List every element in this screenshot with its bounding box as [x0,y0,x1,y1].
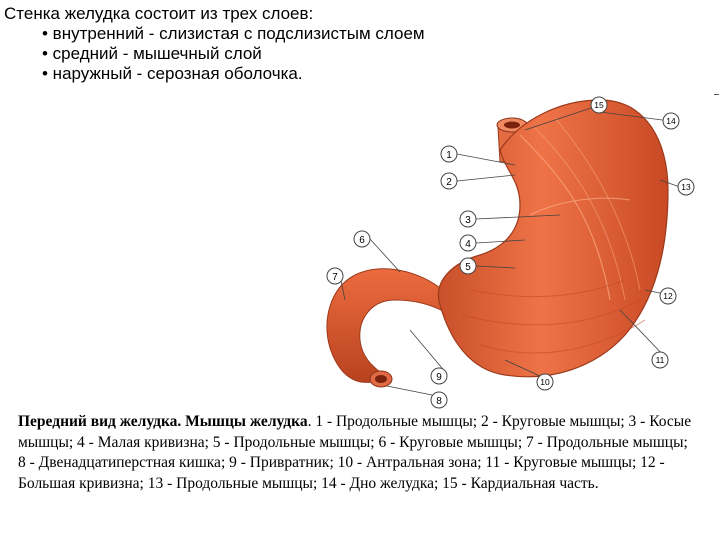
svg-text:1: 1 [446,150,452,161]
svg-text:15: 15 [594,100,604,110]
callout-9 [431,368,447,384]
duodenum-shape [327,269,445,387]
svg-text:4: 4 [465,239,471,250]
bullet-inner-layer: • внутренний - слизистая с подслизистым слоем [42,24,425,43]
callout-11 [652,352,668,368]
callout-6 [354,231,370,247]
callout-8 [431,392,447,408]
svg-text:12: 12 [663,291,673,301]
svg-text:13: 13 [681,182,691,192]
callout-14 [663,113,679,129]
callout-10 [537,374,553,390]
svg-text:9: 9 [436,372,442,383]
callout-2 [441,173,457,189]
callout-1 [441,146,457,162]
callout-15 [591,97,607,113]
bullet-middle-layer: • средний - мышечный слой [42,44,262,63]
svg-text:14: 14 [666,116,676,126]
caption-bold: Передний вид желудка. Мышцы желудка [18,413,308,430]
svg-text:8: 8 [436,396,442,407]
callout-5 [460,258,476,274]
svg-text:6: 6 [359,235,365,246]
caption-legend: . 1 - Продольные мышцы; 2 - Круговые мышцы; 3 - Косые мышцы; 4 - Малая кривизна; 5 - Продольные мышцы; 6 - Круговые мышцы; 7 - Продольные мышцы; 8 - Двенадцатиперстная кишка; 9 - Привратник; 10 - Антральная зона; 11 - Круговые мышцы; 12 - Большая кривизна; 13 - Продольные мышцы; 14 - Дно желудка; 15 - Кардиальная часть. [18,413,692,492]
callout-7 [327,268,343,284]
svg-text:11: 11 [655,355,665,365]
callout-13 [678,179,694,195]
svg-text:7: 7 [332,272,338,283]
callout-12 [660,288,676,304]
svg-text:5: 5 [465,262,471,273]
callout-3 [460,211,476,227]
figure-caption [18,412,698,494]
callout-4 [460,235,476,251]
bullet-outer-layer: • наружный - серозная оболочка. [42,64,303,83]
svg-text:2: 2 [446,177,452,188]
svg-text:10: 10 [540,377,550,387]
svg-text:3: 3 [465,215,471,226]
header-title: Стенка желудка состоит из трех слоев: [4,4,314,23]
